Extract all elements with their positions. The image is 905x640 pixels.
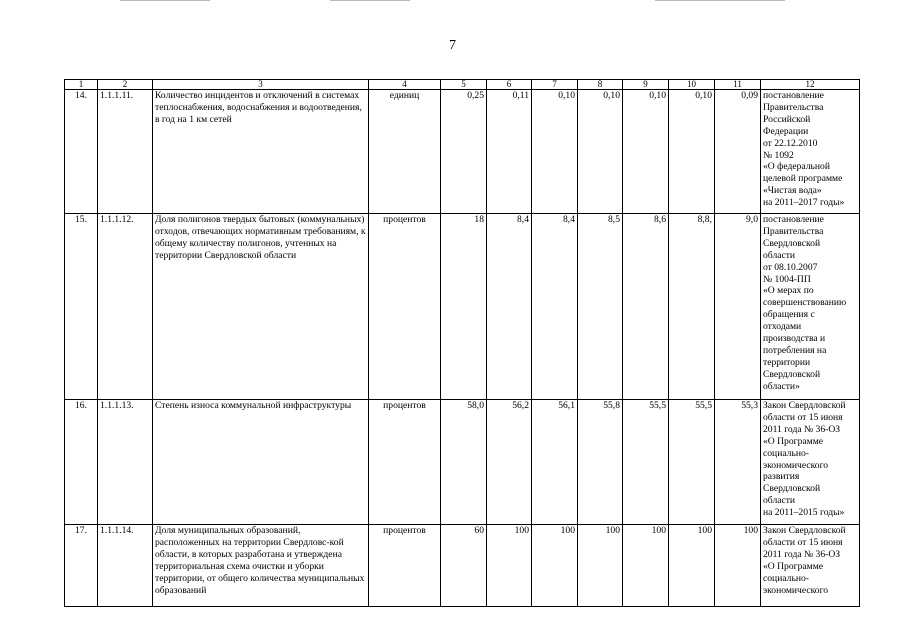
legal-basis-line: совершенствованию — [763, 297, 847, 309]
row-number: 16. — [65, 400, 98, 525]
row-number: 14. — [65, 90, 98, 214]
column-number: 8 — [578, 80, 623, 90]
table-row — [65, 400, 860, 525]
value-cell: 55,8 — [578, 400, 623, 525]
unit-cell: единиц — [369, 90, 441, 214]
unit-cell: процентов — [369, 214, 441, 400]
value-cell: 0,25 — [441, 90, 487, 214]
indicator-code: 1.1.1.11. — [98, 90, 153, 214]
indicator-name: Степень износа коммунальной инфраструктуры — [153, 400, 369, 525]
legal-basis-line: постановление — [763, 214, 824, 225]
legal-basis-line: области» — [763, 380, 800, 392]
value-cell: 60 — [441, 525, 487, 607]
scan-edge-line — [330, 0, 410, 1]
legal-basis-line: на 2011–2015 годы» — [763, 507, 845, 519]
value-cell: 100 — [623, 525, 669, 607]
value-cell: 55,5 — [623, 400, 669, 525]
legal-basis-line: экономического — [763, 459, 829, 471]
legal-basis — [761, 90, 860, 214]
legal-basis-line: «Чистая вода» — [763, 185, 822, 197]
legal-basis-line: области от 15 июня — [763, 411, 843, 423]
indicator-code: 1.1.1.13. — [98, 400, 153, 525]
legal-basis-line: 2011 года № 36-ОЗ — [763, 548, 841, 560]
legal-basis-line: территории — [763, 356, 811, 368]
column-number: 10 — [669, 80, 715, 90]
legal-basis-line: № 1092 — [763, 149, 794, 161]
indicator-code: 1.1.1.12. — [98, 214, 153, 400]
indicator-name: Доля муниципальных образований, расположенных на территории Свердловс-кой области, в которых разработана и утверждена территориальная схема очистки и уборки территории, от общего количества муниципальных образований — [153, 525, 369, 607]
legal-basis-line: «О Программе — [763, 435, 824, 447]
legal-basis-line: социально- — [763, 447, 809, 459]
value-cell: 0,10 — [623, 90, 669, 214]
scan-edge-line — [120, 0, 210, 1]
value-cell: 100 — [715, 525, 761, 607]
unit-cell: процентов — [369, 400, 441, 525]
legal-basis-line: Свердловской — [763, 237, 821, 249]
table-row — [65, 525, 860, 607]
value-cell: 0,11 — [487, 90, 532, 214]
legal-basis-line: экономического — [763, 584, 829, 596]
scan-edge-line — [655, 0, 785, 1]
value-cell: 100 — [669, 525, 715, 607]
value-cell: 58,0 — [441, 400, 487, 525]
value-cell: 100 — [532, 525, 578, 607]
value-cell: 0,09 — [715, 90, 761, 214]
table-row — [65, 214, 860, 400]
legal-basis-line: Свердловской — [763, 368, 821, 380]
legal-basis-line: 2011 года № 36-ОЗ — [763, 423, 841, 435]
legal-basis-line: Закон Свердловской — [763, 525, 846, 536]
column-number: 9 — [623, 80, 669, 90]
indicator-name: Количество инцидентов и отключений в системах теплоснабжения, водоснабжения и водоотведения, в год на 1 км сетей — [153, 90, 369, 214]
column-number: 12 — [761, 80, 860, 90]
page-number: 7 — [449, 38, 456, 53]
legal-basis-line: от 08.10.2007 — [763, 261, 818, 273]
column-number: 1 — [65, 80, 98, 90]
value-cell: 8,4 — [487, 214, 532, 400]
indicator-code: 1.1.1.14. — [98, 525, 153, 607]
legal-basis-line: потребления на — [763, 344, 827, 356]
legal-basis-line: области — [763, 249, 796, 261]
value-cell: 100 — [578, 525, 623, 607]
column-number: 2 — [98, 80, 153, 90]
legal-basis-line: постановление — [763, 90, 824, 101]
legal-basis-line: Закон Свердловской — [763, 400, 846, 411]
legal-basis-line: области — [763, 495, 796, 507]
legal-basis — [761, 400, 860, 525]
legal-basis-line: «О мерах по — [763, 285, 814, 297]
value-cell: 56,1 — [532, 400, 578, 525]
value-cell: 9,0 — [715, 214, 761, 400]
value-cell: 55,5 — [669, 400, 715, 525]
column-number: 3 — [153, 80, 369, 90]
value-cell: 8,5 — [578, 214, 623, 400]
value-cell: 56,2 — [487, 400, 532, 525]
legal-basis-line: целевой программе — [763, 173, 843, 185]
legal-basis-line: производства и — [763, 333, 826, 345]
legal-basis-line: отходами — [763, 321, 802, 333]
unit-cell: процентов — [369, 525, 441, 607]
column-number: 11 — [715, 80, 761, 90]
legal-basis-line: обращения с — [763, 309, 815, 321]
legal-basis-line: Российской — [763, 113, 811, 125]
legal-basis-line: Федерации — [763, 125, 809, 137]
value-cell: 0,10 — [532, 90, 578, 214]
indicators-table — [64, 79, 860, 607]
table-row — [65, 90, 860, 214]
legal-basis-line: № 1004-ПП — [763, 273, 811, 285]
legal-basis-line: области от 15 июня — [763, 536, 843, 548]
legal-basis — [761, 214, 860, 400]
value-cell: 8,8, — [669, 214, 715, 400]
legal-basis-line: «О федеральной — [763, 161, 830, 173]
value-cell: 0,10 — [669, 90, 715, 214]
value-cell: 0,10 — [578, 90, 623, 214]
row-number: 15. — [65, 214, 98, 400]
legal-basis — [761, 525, 860, 607]
legal-basis-line: от 22.12.2010 — [763, 137, 818, 149]
value-cell: 8,6 — [623, 214, 669, 400]
column-number: 5 — [441, 80, 487, 90]
legal-basis-line: социально- — [763, 572, 809, 584]
legal-basis-line: Правительства — [763, 101, 824, 113]
legal-basis-line: Правительства — [763, 225, 824, 237]
column-numbers-row — [65, 80, 860, 90]
value-cell: 18 — [441, 214, 487, 400]
row-number: 17. — [65, 525, 98, 607]
column-number: 6 — [487, 80, 532, 90]
value-cell: 100 — [487, 525, 532, 607]
legal-basis-line: «О Программе — [763, 560, 824, 572]
column-number: 7 — [532, 80, 578, 90]
value-cell: 8,4 — [532, 214, 578, 400]
legal-basis-line: Свердловской — [763, 483, 821, 495]
indicator-name: Доля полигонов твердых бытовых (коммунальных) отходов, отвечающих нормативным требованиям, к общему количеству полигонов, учтенных на территории Свердловской области — [153, 214, 369, 400]
value-cell: 55,3 — [715, 400, 761, 525]
legal-basis-line: развития — [763, 471, 800, 483]
legal-basis-line: на 2011–2017 годы» — [763, 197, 845, 209]
column-number: 4 — [369, 80, 441, 90]
